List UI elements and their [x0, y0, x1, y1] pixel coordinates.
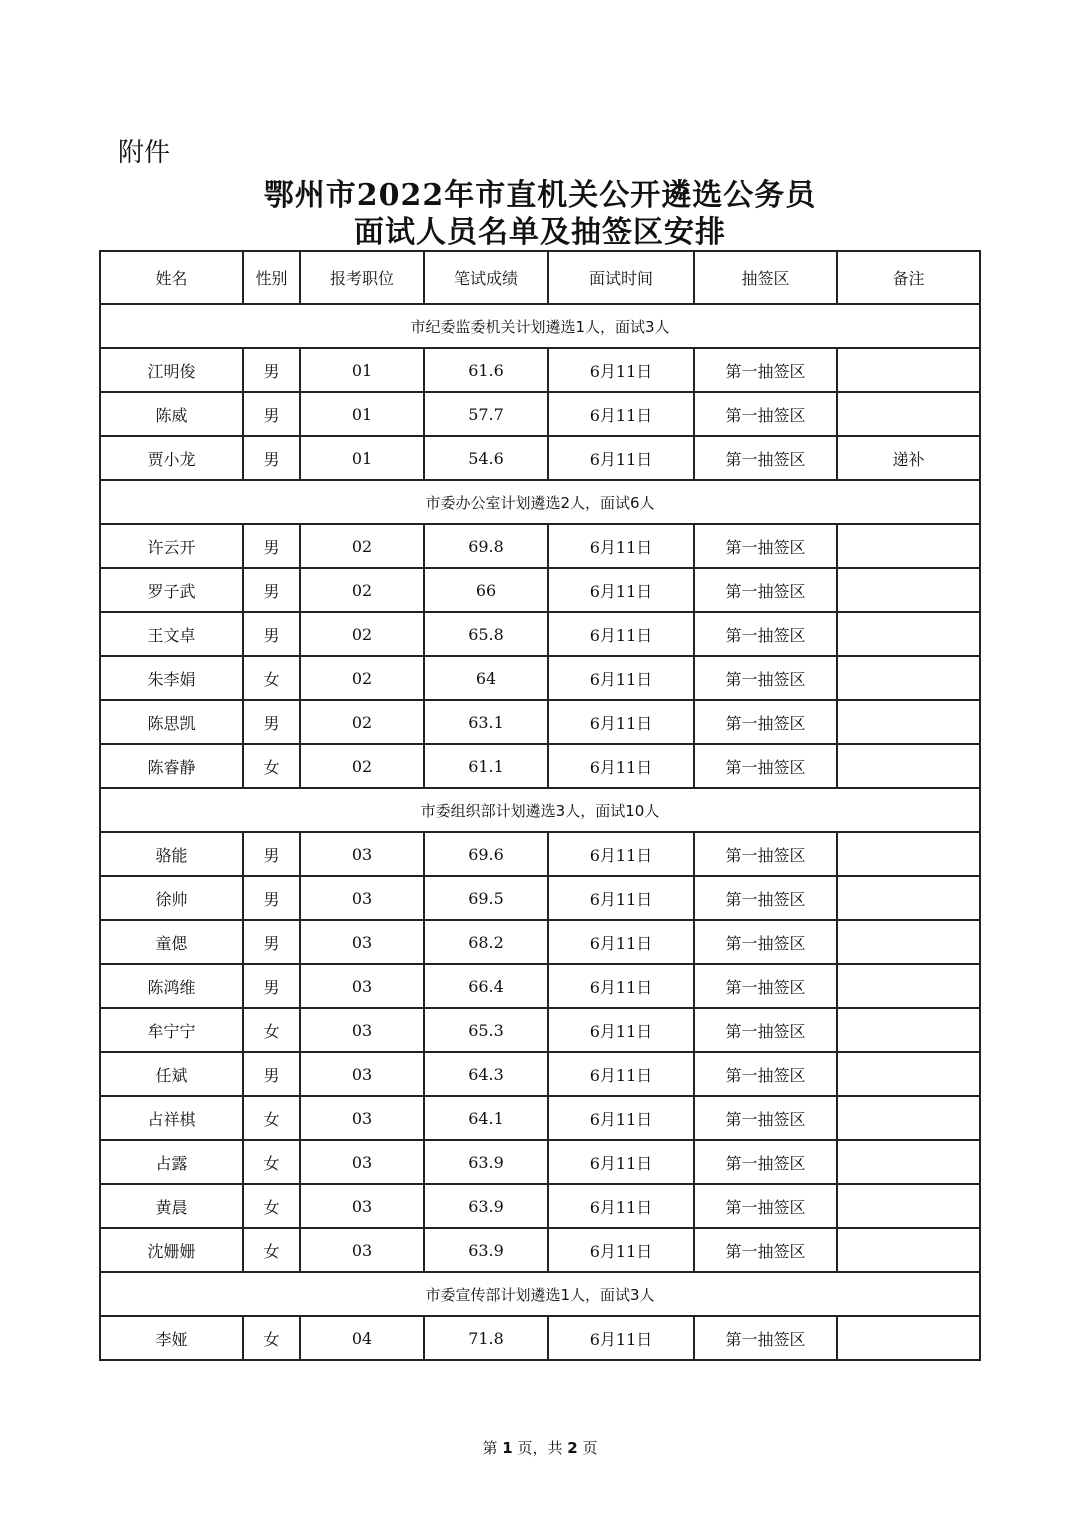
footer-suffix: 页	[582, 1439, 598, 1457]
position-cell: 02	[300, 612, 424, 656]
score-cell: 68.2	[424, 920, 548, 964]
score-cell: 63.9	[424, 1228, 548, 1272]
gender-cell: 女	[243, 1184, 300, 1228]
column-header-name: 姓名	[100, 251, 243, 304]
table-row	[100, 920, 980, 964]
remarks-cell	[837, 524, 980, 568]
page-footer	[0, 1437, 1080, 1458]
position-cell: 04	[300, 1316, 424, 1360]
position-cell: 03	[300, 1008, 424, 1052]
draw-area-cell: 第一抽签区	[694, 392, 837, 436]
position-cell: 03	[300, 1140, 424, 1184]
draw-area-cell: 第一抽签区	[694, 436, 837, 480]
score-cell: 64.3	[424, 1052, 548, 1096]
document-title-line2: 面试人员名单及抽签区安排	[354, 215, 726, 250]
draw-area-cell: 第一抽签区	[694, 920, 837, 964]
gender-cell: 男	[243, 1052, 300, 1096]
remarks-cell	[837, 656, 980, 700]
column-header-position: 报考职位	[300, 251, 424, 304]
name-cell: 贾小龙	[100, 436, 243, 480]
draw-area-cell: 第一抽签区	[694, 1052, 837, 1096]
position-cell: 01	[300, 348, 424, 392]
draw-area-cell: 第一抽签区	[694, 1096, 837, 1140]
score-cell: 61.6	[424, 348, 548, 392]
footer-total-pages: 2	[567, 1439, 578, 1457]
name-cell: 罗子武	[100, 568, 243, 612]
table-row	[100, 700, 980, 744]
remarks-cell	[837, 1184, 980, 1228]
position-cell: 03	[300, 920, 424, 964]
time-cell: 6月11日	[548, 700, 694, 744]
time-cell: 6月11日	[548, 1140, 694, 1184]
remarks-cell	[837, 612, 980, 656]
column-header-score: 笔试成绩	[424, 251, 548, 304]
name-cell: 牟宁宁	[100, 1008, 243, 1052]
draw-area-cell: 第一抽签区	[694, 1184, 837, 1228]
time-cell: 6月11日	[548, 964, 694, 1008]
name-cell: 陈睿静	[100, 744, 243, 788]
draw-area-cell: 第一抽签区	[694, 700, 837, 744]
column-header-draw-area: 抽签区	[694, 251, 837, 304]
name-cell: 徐帅	[100, 876, 243, 920]
gender-cell: 女	[243, 744, 300, 788]
section-header-row	[100, 480, 980, 524]
section-heading: 市纪委监委机关计划遴选1人，面试3人	[100, 304, 980, 348]
name-cell: 李娅	[100, 1316, 243, 1360]
score-cell: 61.1	[424, 744, 548, 788]
table-row	[100, 348, 980, 392]
position-cell: 02	[300, 744, 424, 788]
remarks-cell	[837, 920, 980, 964]
gender-cell: 男	[243, 348, 300, 392]
gender-cell: 男	[243, 700, 300, 744]
remarks-cell	[837, 1052, 980, 1096]
remarks-cell	[837, 1008, 980, 1052]
name-cell: 童偲	[100, 920, 243, 964]
remarks-cell	[837, 744, 980, 788]
time-cell: 6月11日	[548, 1052, 694, 1096]
remarks-cell	[837, 1140, 980, 1184]
name-cell: 许云开	[100, 524, 243, 568]
document-title-line1: 鄂州市2022年市直机关公开遴选公务员	[263, 178, 817, 213]
score-cell: 71.8	[424, 1316, 548, 1360]
remarks-cell	[837, 832, 980, 876]
time-cell: 6月11日	[548, 612, 694, 656]
time-cell: 6月11日	[548, 876, 694, 920]
section-header-row	[100, 304, 980, 348]
draw-area-cell: 第一抽签区	[694, 1008, 837, 1052]
draw-area-cell: 第一抽签区	[694, 656, 837, 700]
name-cell: 朱李娟	[100, 656, 243, 700]
name-cell: 沈姗姗	[100, 1228, 243, 1272]
footer-middle: 页，共	[517, 1439, 563, 1457]
score-cell: 57.7	[424, 392, 548, 436]
name-cell: 占露	[100, 1140, 243, 1184]
position-cell: 02	[300, 700, 424, 744]
table-row	[100, 1096, 980, 1140]
name-cell: 王文卓	[100, 612, 243, 656]
gender-cell: 女	[243, 1008, 300, 1052]
remarks-cell	[837, 348, 980, 392]
name-cell: 江明俊	[100, 348, 243, 392]
position-cell: 03	[300, 964, 424, 1008]
time-cell: 6月11日	[548, 1096, 694, 1140]
position-cell: 03	[300, 1052, 424, 1096]
remarks-cell	[837, 1096, 980, 1140]
score-cell: 65.3	[424, 1008, 548, 1052]
gender-cell: 男	[243, 392, 300, 436]
table-row	[100, 392, 980, 436]
time-cell: 6月11日	[548, 1184, 694, 1228]
section-header-row	[100, 788, 980, 832]
time-cell: 6月11日	[548, 744, 694, 788]
score-cell: 66	[424, 568, 548, 612]
score-cell: 64.1	[424, 1096, 548, 1140]
position-cell: 01	[300, 392, 424, 436]
score-cell: 69.5	[424, 876, 548, 920]
column-header-gender: 性别	[243, 251, 300, 304]
draw-area-cell: 第一抽签区	[694, 832, 837, 876]
column-header-remarks: 备注	[837, 251, 980, 304]
name-cell: 陈鸿维	[100, 964, 243, 1008]
remarks-cell	[837, 876, 980, 920]
table-row	[100, 436, 980, 480]
name-cell: 黄晨	[100, 1184, 243, 1228]
table-body	[100, 304, 980, 1360]
gender-cell: 女	[243, 1316, 300, 1360]
section-heading: 市委宣传部计划遴选1人，面试3人	[100, 1272, 980, 1316]
draw-area-cell: 第一抽签区	[694, 744, 837, 788]
score-cell: 63.9	[424, 1140, 548, 1184]
attachment-label: 附件	[118, 138, 171, 168]
remarks-cell	[837, 1228, 980, 1272]
name-cell: 任斌	[100, 1052, 243, 1096]
gender-cell: 男	[243, 920, 300, 964]
remarks-cell: 递补	[837, 436, 980, 480]
gender-cell: 女	[243, 1096, 300, 1140]
time-cell: 6月11日	[548, 1316, 694, 1360]
table-row	[100, 568, 980, 612]
name-cell: 骆能	[100, 832, 243, 876]
time-cell: 6月11日	[548, 392, 694, 436]
name-cell: 陈威	[100, 392, 243, 436]
section-header-row	[100, 1272, 980, 1316]
remarks-cell	[837, 700, 980, 744]
table-row	[100, 744, 980, 788]
draw-area-cell: 第一抽签区	[694, 1228, 837, 1272]
score-cell: 69.6	[424, 832, 548, 876]
draw-area-cell: 第一抽签区	[694, 568, 837, 612]
draw-area-cell: 第一抽签区	[694, 1140, 837, 1184]
table-row	[100, 1184, 980, 1228]
time-cell: 6月11日	[548, 656, 694, 700]
gender-cell: 男	[243, 832, 300, 876]
gender-cell: 男	[243, 524, 300, 568]
column-header-time: 面试时间	[548, 251, 694, 304]
gender-cell: 男	[243, 436, 300, 480]
time-cell: 6月11日	[548, 524, 694, 568]
gender-cell: 女	[243, 656, 300, 700]
gender-cell: 男	[243, 568, 300, 612]
table-row	[100, 524, 980, 568]
position-cell: 03	[300, 832, 424, 876]
position-cell: 02	[300, 656, 424, 700]
section-heading: 市委办公室计划遴选2人，面试6人	[100, 480, 980, 524]
position-cell: 03	[300, 876, 424, 920]
candidate-table	[99, 250, 981, 1361]
table-row	[100, 876, 980, 920]
draw-area-cell: 第一抽签区	[694, 348, 837, 392]
table-row	[100, 964, 980, 1008]
table-row	[100, 1140, 980, 1184]
score-cell: 64	[424, 656, 548, 700]
time-cell: 6月11日	[548, 832, 694, 876]
name-cell: 占祥棋	[100, 1096, 243, 1140]
table-row	[100, 656, 980, 700]
table-row	[100, 832, 980, 876]
gender-cell: 女	[243, 1140, 300, 1184]
table-row	[100, 612, 980, 656]
gender-cell: 男	[243, 876, 300, 920]
remarks-cell	[837, 568, 980, 612]
draw-area-cell: 第一抽签区	[694, 876, 837, 920]
table-row	[100, 1316, 980, 1360]
score-cell: 63.9	[424, 1184, 548, 1228]
footer-page-number: 1	[502, 1439, 513, 1457]
draw-area-cell: 第一抽签区	[694, 964, 837, 1008]
position-cell: 03	[300, 1184, 424, 1228]
score-cell: 54.6	[424, 436, 548, 480]
time-cell: 6月11日	[548, 1228, 694, 1272]
gender-cell: 男	[243, 612, 300, 656]
name-cell: 陈思凯	[100, 700, 243, 744]
gender-cell: 男	[243, 964, 300, 1008]
position-cell: 01	[300, 436, 424, 480]
remarks-cell	[837, 964, 980, 1008]
position-cell: 03	[300, 1228, 424, 1272]
footer-prefix: 第	[482, 1439, 498, 1457]
table-row	[100, 1052, 980, 1096]
table-row	[100, 1228, 980, 1272]
time-cell: 6月11日	[548, 568, 694, 612]
remarks-cell	[837, 392, 980, 436]
table-header-row	[100, 251, 980, 304]
score-cell: 65.8	[424, 612, 548, 656]
remarks-cell	[837, 1316, 980, 1360]
time-cell: 6月11日	[548, 348, 694, 392]
position-cell: 02	[300, 524, 424, 568]
position-cell: 02	[300, 568, 424, 612]
draw-area-cell: 第一抽签区	[694, 612, 837, 656]
draw-area-cell: 第一抽签区	[694, 524, 837, 568]
draw-area-cell: 第一抽签区	[694, 1316, 837, 1360]
score-cell: 66.4	[424, 964, 548, 1008]
section-heading: 市委组织部计划遴选3人，面试10人	[100, 788, 980, 832]
score-cell: 69.8	[424, 524, 548, 568]
time-cell: 6月11日	[548, 436, 694, 480]
time-cell: 6月11日	[548, 920, 694, 964]
score-cell: 63.1	[424, 700, 548, 744]
position-cell: 03	[300, 1096, 424, 1140]
table-row	[100, 1008, 980, 1052]
gender-cell: 女	[243, 1228, 300, 1272]
time-cell: 6月11日	[548, 1008, 694, 1052]
